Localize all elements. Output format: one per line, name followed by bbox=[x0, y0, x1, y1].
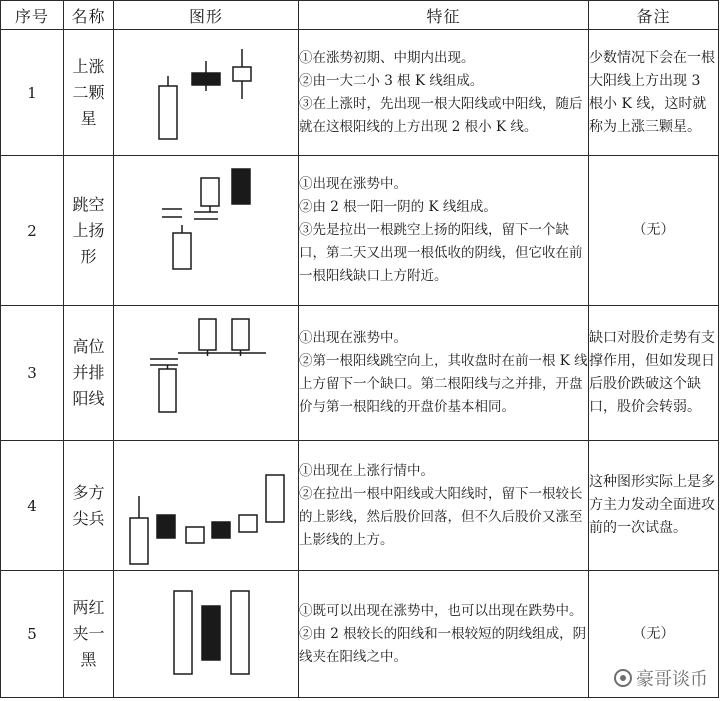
wechat-channel-icon bbox=[614, 669, 632, 687]
pattern-name-text: 跳空上扬形 bbox=[72, 194, 105, 266]
watermark bbox=[614, 665, 708, 691]
candle-bullish bbox=[174, 591, 192, 674]
feature-line: ①出现在涨势中。 bbox=[299, 330, 407, 346]
feature-line: ②第一根阳线跳空向上，其收盘时在前一根 K 线上方留下一个缺口。第二根阳线与之并排，开盘价与第一根阳线的开盘价基本相同。 bbox=[299, 353, 588, 415]
candle-bearish bbox=[192, 73, 220, 85]
table-row bbox=[1, 571, 719, 698]
header-row bbox=[1, 1, 719, 30]
candle-bearish bbox=[232, 169, 250, 204]
pattern-name bbox=[64, 306, 114, 441]
feature-cell bbox=[299, 441, 589, 571]
candle-bullish bbox=[201, 178, 219, 206]
pattern-diagram bbox=[114, 156, 299, 306]
candle-bearish bbox=[212, 522, 230, 538]
table-row bbox=[1, 30, 719, 156]
candle-bullish bbox=[266, 475, 284, 522]
pattern-diagram bbox=[114, 306, 299, 441]
table-row bbox=[1, 441, 719, 571]
candle-bullish bbox=[186, 527, 204, 543]
note-cell: 缺口对股价走势有支撑作用，但如发现日后股价跌破这个缺口，股价会转弱。 bbox=[589, 306, 719, 441]
header-note: 备注 bbox=[589, 1, 719, 30]
pattern-name bbox=[64, 441, 114, 571]
feature-line: ③在上涨时，先出现一根大阳线或中阳线，随后就在这根阳线的上方出现 2 根小 K 线。 bbox=[299, 95, 583, 135]
candlestick-diagram-5 bbox=[114, 572, 299, 697]
pattern-name bbox=[64, 156, 114, 306]
row-number: 3 bbox=[1, 306, 64, 441]
header-name: 名称 bbox=[64, 1, 114, 30]
note-cell: 少数情况下会在一根大阳线上方出现 3 根小 K 线，这时就称为上涨三颗星。 bbox=[589, 30, 719, 156]
candle-bearish bbox=[157, 515, 175, 538]
row-number: 5 bbox=[1, 571, 64, 698]
header-shape: 图形 bbox=[114, 1, 299, 30]
candlestick-diagram-3 bbox=[114, 307, 299, 440]
feature-cell bbox=[299, 156, 589, 306]
pattern-name-text: 多方尖兵 bbox=[72, 482, 105, 528]
pattern-name-text: 上涨二颗星 bbox=[72, 56, 105, 128]
candle-bullish bbox=[199, 319, 216, 350]
candle-bullish bbox=[130, 518, 148, 564]
feature-line: ②由 2 根较长的阳线和一根较短的阴线组成，阴线夹在阳线之中。 bbox=[299, 625, 587, 665]
candlestick-diagram-2 bbox=[114, 157, 299, 305]
pattern-diagram bbox=[114, 441, 299, 571]
pattern-name bbox=[64, 30, 114, 156]
feature-line: ②由 2 根一阳一阴的 K 线组成。 bbox=[299, 199, 497, 215]
table-row bbox=[1, 306, 719, 441]
row-number: 1 bbox=[1, 30, 64, 156]
row-number: 4 bbox=[1, 441, 64, 571]
pattern-diagram bbox=[114, 571, 299, 698]
candle-bullish bbox=[159, 86, 177, 139]
watermark-text: 豪哥谈币 bbox=[636, 669, 708, 690]
feature-cell bbox=[299, 30, 589, 156]
row-number: 2 bbox=[1, 156, 64, 306]
candle-bearish bbox=[202, 606, 220, 660]
feature-cell bbox=[299, 571, 589, 698]
pattern-diagram bbox=[114, 30, 299, 156]
header-feature: 特征 bbox=[299, 1, 589, 30]
candle-bullish bbox=[233, 67, 251, 81]
pattern-name bbox=[64, 571, 114, 698]
candle-bullish bbox=[173, 233, 191, 269]
pattern-name-text: 两红夹一黑 bbox=[72, 598, 105, 669]
candle-bullish bbox=[159, 369, 176, 412]
header-no: 序号 bbox=[1, 1, 64, 30]
note-cell: （无） bbox=[589, 156, 719, 306]
candle-bullish bbox=[239, 515, 257, 532]
feature-line: ③先是拉出一根跳空上扬的阳线，留下一个缺口，第二天又出现一根低收的阴线，但它收在前一根阳线缺口上方附近。 bbox=[299, 222, 583, 284]
feature-line: ②在拉出一根中阳线或大阳线时，留下一根较长的上影线，然后股价回落，但不久后股价又涨至上影线的上方。 bbox=[299, 485, 583, 548]
feature-line: ②由一大二小 3 根 K 线组成。 bbox=[299, 72, 484, 89]
note-cell: 这种图形实际上是多方主力发动全面进攻前的一次试盘。 bbox=[589, 441, 719, 571]
table-row bbox=[1, 156, 719, 306]
note-cell: （无） bbox=[589, 571, 719, 698]
pattern-name-text: 高位并排阳线 bbox=[72, 337, 105, 408]
candlestick-diagram-1 bbox=[114, 31, 299, 155]
feature-line: ①出现在上涨行情中。 bbox=[299, 462, 434, 479]
feature-cell bbox=[299, 306, 589, 441]
feature-line: ①既可以出现在涨势中，也可以出现在跌势中。 bbox=[299, 602, 583, 619]
feature-line: ①在涨势初期、中期内出现。 bbox=[299, 49, 475, 66]
candle-bullish bbox=[231, 591, 249, 674]
candlestick-diagram-4 bbox=[114, 442, 299, 570]
feature-line: ①出现在涨势中。 bbox=[299, 176, 407, 192]
candle-bullish bbox=[232, 319, 249, 350]
